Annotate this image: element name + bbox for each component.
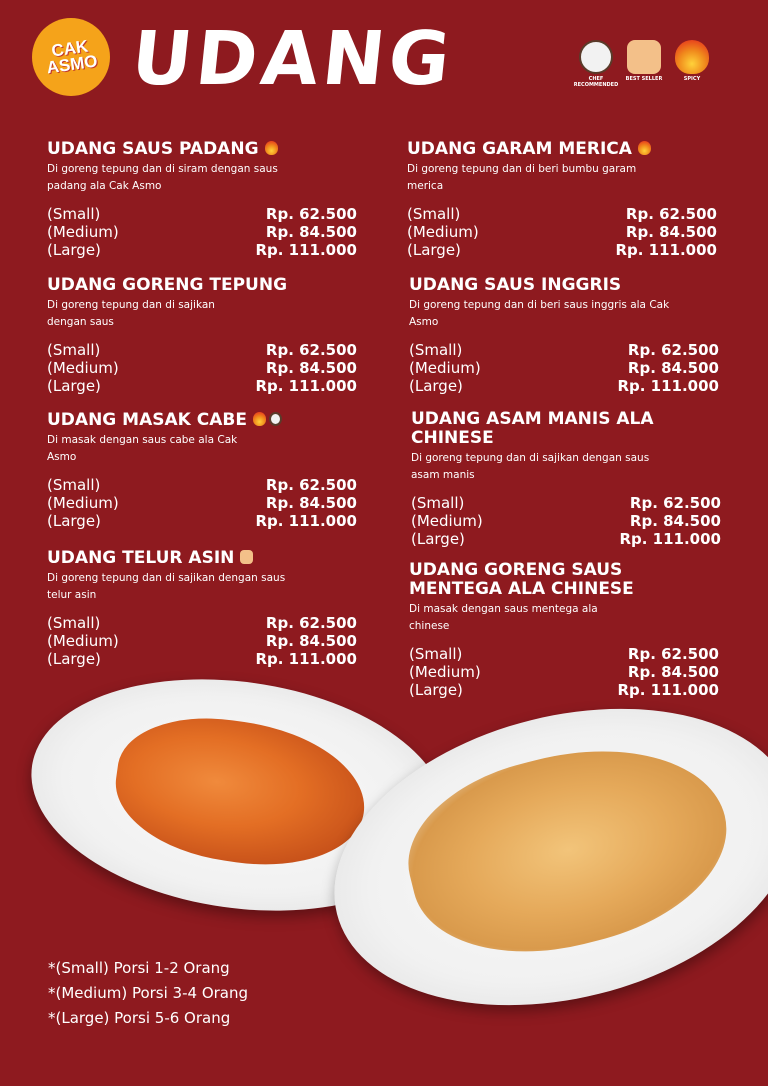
size-price: Rp. 84.500 [627,359,719,377]
item-description: Di goreng tepung dan di siram dengan saus padang ala Cak Asmo [47,163,278,192]
size-price: Rp. 111.000 [255,241,357,259]
note-line: *(Small) Porsi 1-2 Orang [48,959,230,977]
size-list [47,476,377,530]
size-price: Rp. 84.500 [265,223,357,241]
size-label: (Small) [409,341,463,359]
item-name: UDANG MASAK CABE [47,410,247,430]
size-list [47,205,377,259]
size-label: (Large) [47,650,101,668]
size-label: (Large) [409,377,463,395]
item-description: Di goreng tepung dan di beri bumbu garam merica [407,163,637,192]
size-price: Rp. 111.000 [255,650,357,668]
size-row [411,494,721,512]
badge-label: SPICY [683,76,701,82]
size-row [409,341,719,359]
menu-item [409,560,719,699]
badge-best-seller [620,40,668,82]
menu-item [47,276,377,395]
size-price: Rp. 84.500 [625,223,717,241]
fried-shrimp-image [107,705,374,878]
fire-icon [675,40,709,74]
size-row [47,377,357,395]
size-row [411,512,721,530]
size-row [409,377,719,395]
menu-item [47,549,377,668]
item-description: Di goreng tepung dan di sajikan dengan saus asam manis [411,452,650,481]
page-title: UDANG [127,16,458,102]
badge-spicy [668,40,716,82]
size-label: (Medium) [47,632,119,650]
size-label: (Small) [407,205,461,223]
size-label: (Medium) [409,359,481,377]
fire-icon [265,141,278,155]
fire-icon [253,412,266,426]
size-price: Rp. 111.000 [619,530,721,548]
thumbs-up-icon [240,550,253,564]
logo-text: CAK ASMO [45,36,99,78]
menu-item [47,411,377,530]
item-description: Di masak dengan saus cabe ala Cak Asmo [47,434,238,463]
size-row [47,632,357,650]
size-row [409,681,719,699]
size-price: Rp. 62.500 [625,205,717,223]
size-row [47,476,357,494]
size-label: (Large) [47,241,101,259]
size-label: (Small) [47,614,101,632]
size-row [407,223,717,241]
size-price: Rp. 62.500 [627,341,719,359]
thumbs-up-icon [627,40,661,74]
size-label: (Medium) [47,359,119,377]
size-list [409,341,739,395]
size-label: (Small) [409,645,463,663]
size-row [47,512,357,530]
menu-item [47,140,377,259]
portion-notes [48,956,248,1031]
size-price: Rp. 62.500 [265,476,357,494]
badge-chef [572,40,620,88]
size-price: Rp. 62.500 [265,614,357,632]
item-description: Di goreng tepung dan di beri saus inggris ala Cak Asmo [409,299,670,328]
size-label: (Small) [47,476,101,494]
size-label: (Medium) [407,223,479,241]
size-row [407,241,717,259]
size-row [409,645,719,663]
size-row [47,341,357,359]
badge-label: BEST SELLER [625,76,663,82]
size-price: Rp. 84.500 [627,663,719,681]
size-row [409,663,719,681]
size-row [47,614,357,632]
badge-legend [572,40,722,92]
size-price: Rp. 84.500 [265,494,357,512]
item-description: Di goreng tepung dan di sajikan dengan saus [47,299,215,328]
size-price: Rp. 62.500 [627,645,719,663]
size-list [409,645,719,699]
size-price: Rp. 62.500 [629,494,721,512]
size-price: Rp. 111.000 [255,512,357,530]
menu-item [411,409,721,548]
size-list [47,614,377,668]
size-label: (Large) [407,241,461,259]
size-label: (Medium) [409,663,481,681]
size-price: Rp. 111.000 [255,377,357,395]
size-row [47,359,357,377]
chef-icon [579,40,613,74]
size-price: Rp. 84.500 [265,632,357,650]
size-row [407,205,717,223]
size-label: (Small) [411,494,465,512]
size-price: Rp. 84.500 [629,512,721,530]
fire-icon [638,141,651,155]
size-row [47,223,357,241]
size-list [47,341,377,395]
item-name: UDANG SAUS INGGRIS [409,275,622,295]
size-label: (Small) [47,341,101,359]
size-label: (Medium) [47,494,119,512]
size-row [411,530,721,548]
item-name: UDANG GORENG SAUS MENTEGA ALA CHINESE [409,560,634,599]
size-label: (Small) [47,205,101,223]
item-name: UDANG GARAM MERICA [407,139,632,159]
item-description: Di masak dengan saus mentega ala chinese [409,603,598,632]
item-name: UDANG TELUR ASIN [47,548,235,568]
size-row [47,241,357,259]
size-label: (Medium) [411,512,483,530]
size-price: Rp. 111.000 [617,681,719,699]
size-label: (Medium) [47,223,119,241]
item-name: UDANG ASAM MANIS ALA CHINESE [411,409,654,448]
badge-label: CHEF RECOMMENDED [573,76,619,88]
size-price: Rp. 84.500 [265,359,357,377]
item-name: UDANG SAUS PADANG [47,139,259,159]
size-label: (Large) [47,377,101,395]
note-line: *(Medium) Porsi 3-4 Orang [48,984,249,1002]
size-price: Rp. 62.500 [265,341,357,359]
size-list [407,205,737,259]
item-name: UDANG GORENG TEPUNG [47,275,288,295]
size-price: Rp. 111.000 [617,377,719,395]
size-row [47,650,357,668]
note-line: *(Large) Porsi 5-6 Orang [48,1009,231,1027]
chef-icon [269,412,282,426]
size-label: (Large) [47,512,101,530]
butter-shrimp-image [390,719,746,981]
brand-logo [32,18,110,96]
size-label: (Large) [409,681,463,699]
menu-item [409,276,739,395]
menu-item [407,140,737,259]
size-price: Rp. 111.000 [615,241,717,259]
size-list [411,494,721,548]
size-row [47,494,357,512]
size-row [47,205,357,223]
item-description: Di goreng tepung dan di sajikan dengan saus telur asin [47,572,286,601]
size-label: (Large) [411,530,465,548]
size-price: Rp. 62.500 [265,205,357,223]
size-row [409,359,719,377]
